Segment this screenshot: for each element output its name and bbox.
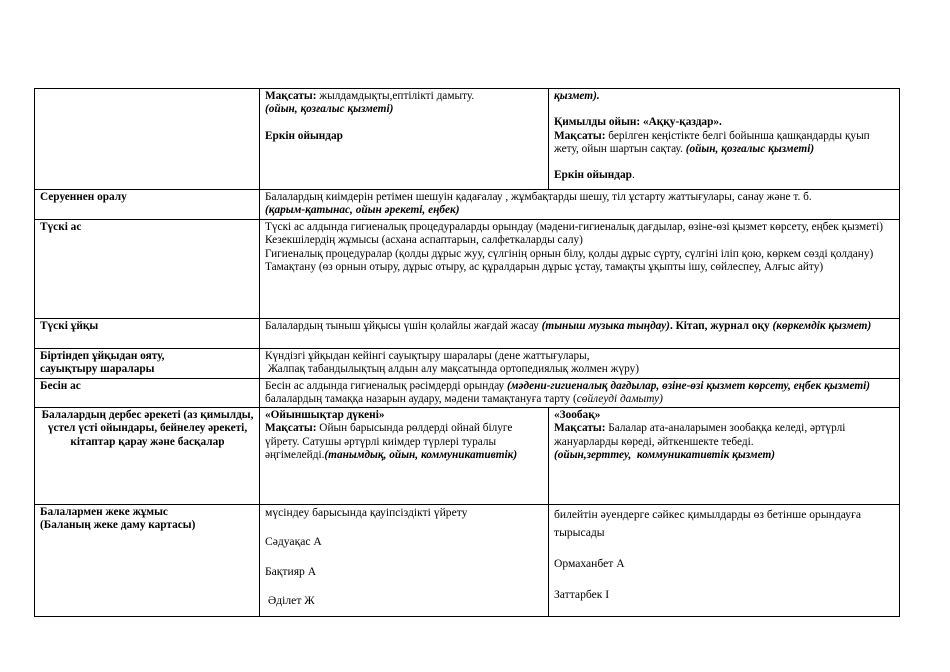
goal-text: жылдамдықты,ептілікті дамыту. <box>316 90 475 102</box>
table-row <box>35 349 900 379</box>
activity-cell <box>260 408 549 505</box>
activity-cell <box>549 89 900 190</box>
goal-note: (танымдық, ойын, коммуникативтік) <box>324 448 518 461</box>
free-games-heading: Еркін ойындар <box>265 129 343 142</box>
activity-cell <box>260 89 549 190</box>
activity-note: (қарым-қатынас, ойын әрекеті, еңбек) <box>265 204 460 217</box>
activity-note: (тыныш музыка тыңдау) <box>541 320 670 332</box>
activity-note: (мәдени-гигиеналық дағдылар, өзіне-өзі қызмет көрсету, еңбек қызметі) <box>506 380 871 392</box>
table-row <box>35 505 900 617</box>
activity-text: Жалпақ табандылықтың алдын алу мақсатында ортопедиялық жолмен жүру) <box>265 363 640 376</box>
table-row <box>35 220 900 319</box>
row-label-line: сауықтыру шаралары <box>40 363 155 376</box>
activity-text: Балалардың киімдерін ретімен шешуін қадағалау , жұмбақтарды шешу, тіл ұстарту жаттығулары, санау және т. б. <box>265 191 812 203</box>
activity-text: . Кітап, журнал оқу <box>669 320 773 332</box>
activity-text: Тамақтану (өз орнын отыру, дұрыс отыру, ас құралдарын дұрыс ұстау, тамақты ұқыпты ішу, сөйлеспеу, Алғыс айту) <box>265 260 824 273</box>
table-row <box>35 190 900 220</box>
row-label <box>35 349 260 379</box>
activity-text: Балалардың тыныш ұйқысы үшін қолайлы жағдай жасау <box>265 320 542 332</box>
table-row <box>35 408 900 505</box>
goal-label: Мақсаты: <box>265 422 317 435</box>
activity-text: Күндізгі ұйқыдан кейінгі сауықтыру шаралары (дене жаттығулары, <box>265 350 590 362</box>
table-row <box>35 319 900 349</box>
activity-text: мүсіндеу барысында қауіпсіздікті үйрету <box>265 506 468 519</box>
activity-note: сөйлеуді дамыту) <box>576 393 663 406</box>
activity-cell <box>549 408 900 505</box>
activity-text: балалардың тамаққа назарын аудару, мәдени тамақтануға тарту ( <box>265 393 577 406</box>
activity-cell <box>260 319 900 349</box>
goal-text: берілген кеңістікте белгі бойынша қашқандарды қуып жету, ойын шартын сақтау. <box>554 129 870 155</box>
goal-label: Мақсаты: <box>554 422 606 435</box>
row-label: Бесін ас <box>35 379 260 408</box>
table-row <box>35 89 900 190</box>
child-name: Сәдуақас А <box>265 535 322 549</box>
game-title: Қимылды ойын: «Аққу-қаздар». <box>554 116 722 129</box>
goal-note: (ойын, қозғалыс қызметі) <box>685 142 815 155</box>
row-label-cell <box>35 89 260 190</box>
goal-text: Ойын барысында рөлдерді ойнай білуге үйрету. Сатушы әртүрлі киімдер түрлері туралы әңгімелейді. <box>265 422 513 461</box>
game-title: «Ойыншықтар дүкені» <box>265 409 385 421</box>
goal-note: (ойын, қозғалыс қызметі) <box>265 103 394 116</box>
child-name: Заттарбек І <box>554 588 610 601</box>
activity-cell <box>260 505 549 617</box>
goal-text: Балалар ата-аналарымен зообаққа келеді, әртүрлі жануарларды көреді, әйткеншекте тебеді. <box>554 422 846 448</box>
row-label-line: (Баланың жеке даму картасы) <box>40 519 196 532</box>
activity-cell <box>260 220 900 319</box>
child-name: Әділет Ж <box>265 593 315 607</box>
continued-note: қызмет). <box>554 90 600 102</box>
free-games-dot: . <box>631 169 635 182</box>
activity-cell <box>260 349 900 379</box>
game-title: «Зообақ» <box>554 409 601 421</box>
row-label: Серуеннен оралу <box>35 190 260 220</box>
activity-cell <box>549 505 900 617</box>
child-name: Ормаханбет А <box>554 557 625 570</box>
activity-text: Түскі ас алдында гигиеналық процедураларды орындау (мәдени-гигиеналық дағдылар, өзіне-өзі қызмет көрсету, еңбек қызметі) <box>265 221 883 233</box>
row-label-line: Біртіндеп ұйқыдан ояту, <box>40 350 165 362</box>
row-label <box>35 505 260 617</box>
free-games-heading: Еркін ойындар <box>554 169 632 182</box>
goal-label: Мақсаты: <box>554 129 606 142</box>
child-name: Бақтияр А <box>265 564 317 578</box>
goal-note: (ойын,зерттеу, коммуникативтік қызмет) <box>554 448 776 461</box>
activity-text: Кезекшілердің жұмысы (асхана аспаптарын, салфеткаларды салу) <box>265 234 583 247</box>
activity-cell <box>260 379 900 408</box>
row-label-line: Балалармен жеке жұмыс <box>40 506 168 518</box>
activity-text: билейтін әуендерге сәйкес қимылдарды өз бетінше орындауға тырысады <box>554 508 861 539</box>
daily-schedule-table <box>34 88 900 617</box>
goal-label: Мақсаты: <box>265 90 317 102</box>
activity-note: (көркемдік қызмет) <box>772 320 872 332</box>
activity-text: Бесін ас алдында гигиеналық рәсімдерді орындау <box>265 380 507 392</box>
table-row <box>35 379 900 408</box>
row-label: Балалардың дербес әрекеті (аз қимылды, үстел үсті ойындары, бейнелеу әрекеті, кітаптар қарау және басқалар <box>35 408 260 505</box>
row-label: Түскі ұйқы <box>35 319 260 349</box>
activity-cell <box>260 190 900 220</box>
row-label: Түскі ас <box>35 220 260 319</box>
activity-text: Гигиеналық процедуралар (қолды дұрыс жуу, сүлгінің орнын білу, қолды дұрыс сүрту, сүлгіні іліп қою, көркем сөзді қолдану) <box>265 247 874 260</box>
